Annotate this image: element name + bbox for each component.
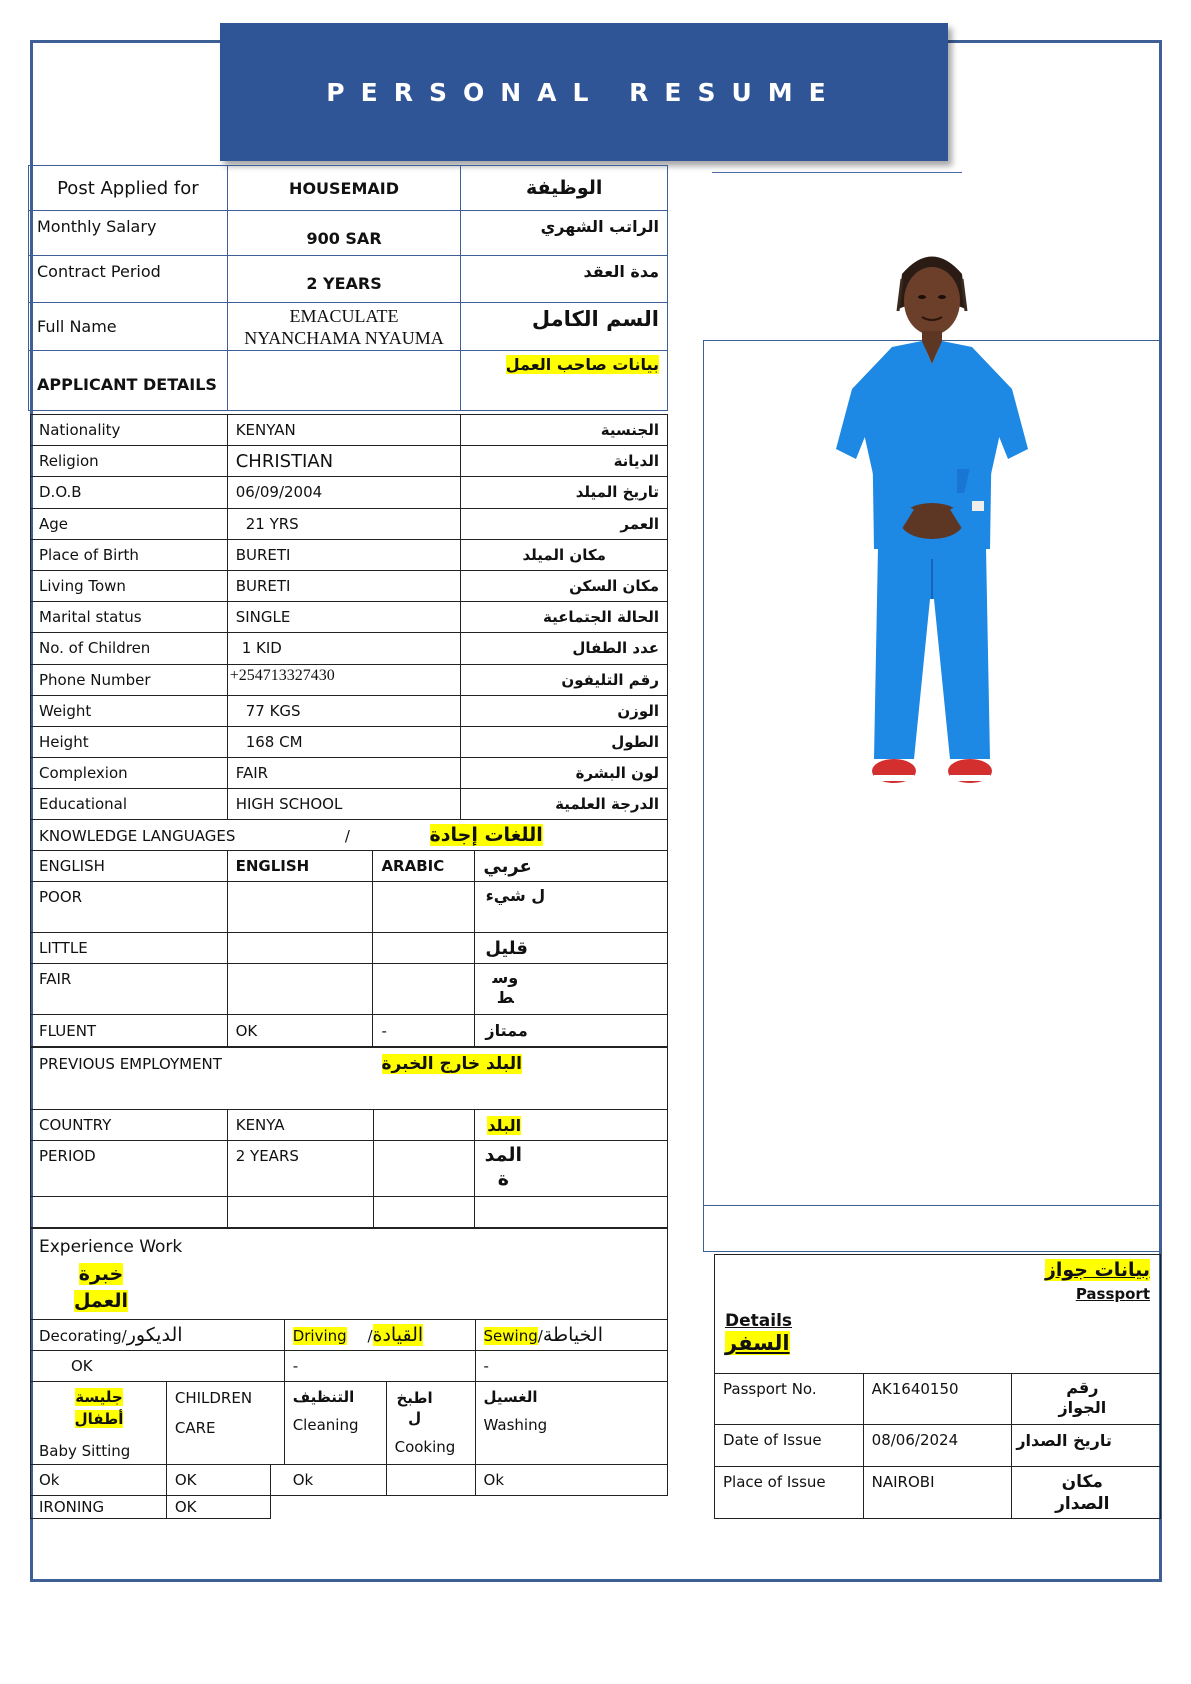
detail-arabic: عدد الطفال — [461, 633, 668, 664]
table-row — [31, 539, 668, 570]
sewing-arabic: الخياطة — [542, 1324, 603, 1346]
sewing-value: - — [475, 1351, 667, 1382]
detail-value: +254713327430 — [227, 664, 461, 695]
detail-arabic: الوزن — [461, 695, 668, 726]
table-row — [715, 1374, 1161, 1425]
table-row — [31, 758, 668, 789]
detail-label: Marital status — [31, 602, 228, 633]
employment-value: 2 YEARS — [227, 1141, 373, 1197]
table-row — [31, 1141, 668, 1197]
lang-col-english: ENGLISH — [227, 851, 373, 882]
detail-label: Weight — [31, 695, 228, 726]
table-row — [29, 351, 668, 411]
detail-arabic: الديانة — [461, 446, 668, 477]
passport-arabic: مكان الصدار — [1055, 1472, 1110, 1514]
care-label: CARE — [174, 1419, 216, 1437]
detail-value: KENYAN — [227, 415, 461, 446]
lang-level: FAIR — [31, 964, 228, 1015]
detail-label: Place of Birth — [31, 539, 228, 570]
table-row — [31, 415, 668, 446]
cooking-cell — [386, 1382, 475, 1465]
detail-value: 21 YRS — [227, 508, 461, 539]
employment-table — [30, 1047, 668, 1228]
cleaning-value: Ok — [270, 1465, 386, 1496]
table-row — [31, 820, 668, 851]
sewing-label: Sewing — [483, 1327, 538, 1345]
passport-label: Place of Issue — [715, 1467, 864, 1519]
experience-header-arabic: خبرة العمل — [73, 1263, 129, 1312]
label-cell: Full Name — [29, 303, 228, 351]
detail-label: Religion — [31, 446, 228, 477]
detail-value: 77 KGS — [227, 695, 461, 726]
table-row — [31, 1015, 668, 1047]
lang-arabic: - — [373, 1015, 475, 1047]
decorating-cell — [31, 1320, 285, 1351]
value-cell — [227, 351, 461, 411]
detail-arabic: العمر — [461, 508, 668, 539]
detail-value: FAIR — [227, 758, 461, 789]
details-table — [30, 414, 668, 820]
table-row — [31, 664, 668, 695]
lang-english — [227, 882, 373, 933]
table-row — [715, 1255, 1161, 1374]
title-banner — [220, 23, 948, 161]
sewing-cell — [475, 1320, 667, 1351]
lang-level-ar: قليل — [475, 933, 668, 964]
detail-arabic: الجنسية — [461, 415, 668, 446]
label-cell: Contract Period — [29, 256, 228, 303]
employment-header-arabic: البلد خارج الخبرة — [381, 1054, 522, 1074]
lang-level-ar: ممتاز — [475, 1015, 668, 1047]
empty-cell — [373, 1110, 475, 1141]
experience-header — [31, 1229, 668, 1320]
employment-label: COUNTRY — [31, 1110, 228, 1141]
lang-arabic-ar-cell — [475, 964, 668, 1015]
table-row — [31, 1465, 668, 1496]
table-row — [715, 1467, 1161, 1519]
driving-sep: / — [367, 1327, 373, 1345]
children-care-cell — [166, 1382, 284, 1465]
driving-cell — [284, 1320, 475, 1351]
table-row — [31, 695, 668, 726]
arabic-cell: مدة العقد — [461, 256, 668, 303]
table-row — [31, 1048, 668, 1110]
detail-value: CHRISTIAN — [227, 446, 461, 477]
empty-cell — [227, 1197, 373, 1228]
employment-header-label: PREVIOUS EMPLOYMENT — [39, 1055, 222, 1073]
photo-separator — [704, 1205, 1160, 1206]
detail-arabic: رقم التليفون — [461, 664, 668, 695]
slash-label: / — [344, 827, 350, 845]
page-title: PERSONAL RESUME — [326, 77, 842, 107]
empty-cell — [373, 1141, 475, 1197]
table-row — [31, 1320, 668, 1351]
table-row — [31, 1382, 668, 1465]
lang-english — [227, 933, 373, 964]
washing-cell — [475, 1382, 667, 1465]
cooking-arabic: اطبخ ل — [396, 1389, 433, 1427]
driving-value: - — [284, 1351, 475, 1382]
empty-cell — [31, 1197, 228, 1228]
table-row — [31, 477, 668, 508]
table-row — [715, 1425, 1161, 1467]
cleaning-arabic: التنظيف — [292, 1388, 355, 1406]
table-row — [31, 964, 668, 1015]
lang-arabic-ar-cell — [475, 882, 668, 933]
languages-header — [31, 820, 668, 851]
job-table — [28, 165, 668, 411]
children-value: OK — [166, 1465, 270, 1496]
passport-header-arabic-wrap — [725, 1259, 1150, 1281]
table-row — [31, 570, 668, 601]
washing-arabic: الغسيل — [483, 1388, 538, 1406]
lang-level: LITTLE — [31, 933, 228, 964]
detail-arabic: تاريخ الميلد — [461, 477, 668, 508]
passport-value: NAIROBI — [863, 1467, 1012, 1519]
label-cell: Post Applied for — [29, 166, 228, 211]
detail-label: Age — [31, 508, 228, 539]
lang-col-label: ENGLISH — [31, 851, 228, 882]
lang-col-arabic: ARABIC — [373, 851, 475, 882]
experience-header-label: Experience Work — [39, 1237, 183, 1257]
cooking-value — [386, 1465, 475, 1496]
detail-arabic: الحالة الجتماعية — [461, 602, 668, 633]
passport-details-label: Details — [725, 1311, 793, 1331]
table-row — [31, 726, 668, 757]
table-row — [31, 602, 668, 633]
empty-cell — [373, 1197, 475, 1228]
table-row — [31, 1496, 668, 1519]
washing-value: Ok — [475, 1465, 667, 1496]
table-row — [31, 933, 668, 964]
detail-label: Nationality — [31, 415, 228, 446]
detail-value: BURETI — [227, 539, 461, 570]
baby-arabic: جليسة أطفال — [74, 1388, 124, 1428]
passport-header-english: Passport — [1075, 1285, 1150, 1303]
detail-value: BURETI — [227, 570, 461, 601]
label-cell: Monthly Salary — [29, 211, 228, 256]
detail-arabic: مكان السكن — [461, 570, 668, 601]
employment-arabic: المدة — [484, 1144, 522, 1190]
lang-arabic — [373, 933, 475, 964]
ironing-label: IRONING — [31, 1496, 167, 1519]
lang-level-ar: وسط — [492, 968, 519, 1007]
passport-header — [715, 1255, 1161, 1374]
passport-arabic-cell — [1012, 1467, 1161, 1519]
passport-arabic: رقم الجواز — [1058, 1378, 1107, 1417]
detail-label: Complexion — [31, 758, 228, 789]
detail-value: 1 KID — [227, 633, 461, 664]
detail-arabic: مكان الميلد — [461, 539, 668, 570]
baby-value: Ok — [31, 1465, 167, 1496]
label-cell: APPLICANT DETAILS — [29, 351, 228, 411]
driving-arabic: القيادة — [372, 1324, 424, 1346]
empty-cell — [475, 1197, 668, 1228]
employment-value: KENYA — [227, 1110, 373, 1141]
detail-label: Phone Number — [31, 664, 228, 695]
baby-sitting-cell — [31, 1382, 167, 1465]
passport-value: 08/06/2024 — [863, 1425, 1012, 1467]
table-row — [31, 508, 668, 539]
children-label: CHILDREN — [174, 1389, 253, 1407]
passport-details-arabic-wrap — [725, 1331, 1150, 1355]
lang-english: OK — [227, 1015, 373, 1047]
baby-arabic-wrap — [69, 1386, 129, 1430]
decorating-value: OK — [31, 1351, 285, 1382]
table-row — [29, 211, 668, 256]
lang-level: FLUENT — [31, 1015, 228, 1047]
lang-arabic — [373, 964, 475, 1015]
ironing-value: OK — [166, 1496, 270, 1519]
table-row — [31, 1197, 668, 1228]
passport-table — [714, 1254, 1161, 1519]
candidate-photo — [832, 239, 1032, 819]
detail-arabic: الطول — [461, 726, 668, 757]
lang-level: POOR — [31, 882, 228, 933]
employment-arabic: البلد — [487, 1115, 522, 1135]
value-cell: 2 YEARS — [227, 256, 461, 303]
detail-value: 168 CM — [227, 726, 461, 757]
empty-cell — [270, 1496, 667, 1519]
value-cell: HOUSEMAID — [227, 166, 461, 211]
passport-value: AK1640150 — [863, 1374, 1012, 1425]
languages-table — [30, 819, 668, 1047]
detail-value: SINGLE — [227, 602, 461, 633]
baby-label: Baby Sitting — [39, 1442, 131, 1460]
experience-header-arabic-wrap — [61, 1261, 141, 1315]
cleaning-label: Cleaning — [292, 1416, 359, 1434]
experience-table — [30, 1228, 668, 1519]
detail-label: Height — [31, 726, 228, 757]
table-row — [31, 1110, 668, 1141]
detail-arabic: لون البشرة — [461, 758, 668, 789]
arabic-cell: الراتب الشهري — [461, 211, 668, 256]
table-row — [31, 1229, 668, 1320]
decorating-label: Decorating/ — [39, 1327, 127, 1345]
cleaning-cell — [284, 1382, 386, 1465]
table-row — [31, 851, 668, 882]
languages-header-arabic: اللغات إجادة — [429, 824, 543, 846]
detail-value: 06/09/2004 — [227, 477, 461, 508]
value-cell: 900 SAR — [227, 211, 461, 256]
arabic-cell: السم الكامل — [461, 303, 668, 351]
table-row — [31, 789, 668, 820]
passport-header-arabic: بيانات جواز — [1044, 1259, 1150, 1281]
detail-label: No. of Children — [31, 633, 228, 664]
detail-label: Educational — [31, 789, 228, 820]
divider-line — [712, 172, 962, 173]
washing-label: Washing — [483, 1416, 548, 1434]
passport-details-arabic: السفر — [725, 1331, 790, 1355]
table-row — [31, 1351, 668, 1382]
decorating-arabic: الديكور — [126, 1324, 183, 1346]
lang-col-arabic-ar: عربي — [475, 851, 668, 882]
lang-level-ar: ل شيء — [485, 886, 546, 905]
passport-label: Passport No. — [715, 1374, 864, 1425]
arabic-cell — [461, 351, 668, 411]
passport-arabic: تاريخ الصدار — [1012, 1425, 1161, 1467]
arabic-label: الوظيفة — [525, 177, 603, 199]
value-cell: EMACULATE NYANCHAMA NYAUMA — [227, 303, 461, 351]
arabic-label: بيانات صاحب العمل — [505, 355, 659, 374]
passport-arabic-cell — [1012, 1374, 1161, 1425]
driving-label: Driving — [292, 1327, 347, 1345]
detail-label: Living Town — [31, 570, 228, 601]
passport-label: Date of Issue — [715, 1425, 864, 1467]
detail-value: HIGH SCHOOL — [227, 789, 461, 820]
table-row — [29, 303, 668, 351]
photo-box — [703, 340, 1161, 1252]
cooking-label: Cooking — [394, 1438, 456, 1456]
employment-arabic-cell — [475, 1110, 668, 1141]
sewing-sep: / — [537, 1327, 543, 1345]
lang-arabic — [373, 882, 475, 933]
detail-arabic: الدرجة العلمية — [461, 789, 668, 820]
table-row — [31, 882, 668, 933]
lang-english — [227, 964, 373, 1015]
table-row — [29, 256, 668, 303]
arabic-cell — [461, 166, 668, 211]
detail-label: D.O.B — [31, 477, 228, 508]
languages-header-label: KNOWLEDGE LANGUAGES — [39, 827, 236, 845]
employment-label: PERIOD — [31, 1141, 228, 1197]
table-row — [29, 166, 668, 211]
table-row — [31, 633, 668, 664]
employment-header — [31, 1048, 668, 1110]
employment-arabic-cell — [475, 1141, 668, 1197]
table-row — [31, 446, 668, 477]
